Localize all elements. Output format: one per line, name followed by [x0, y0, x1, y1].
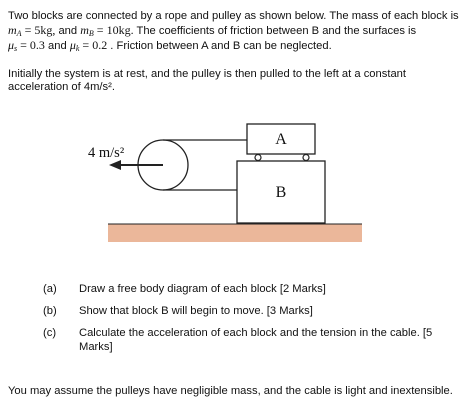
mass-b-symbol: m: [80, 23, 89, 37]
mass-a-value: = 5kg,: [21, 23, 56, 37]
mu-k-subscript: k: [75, 44, 80, 53]
friction-note: . Friction between A and B can be neglected.: [107, 40, 332, 52]
block-b-label: B: [275, 184, 287, 201]
acceleration-label: 4 m/s²: [88, 145, 125, 161]
ground-surface: [108, 224, 362, 242]
question-c-text: Calculate the acceleration of each block and the tension in the cable. [5 Marks]: [79, 327, 433, 353]
footer-note: You may assume the pulleys have negligible mass, and the cable is light and inextensible.: [8, 385, 453, 397]
mass-a-subscript: A: [16, 29, 22, 38]
question-b-number: (b): [43, 305, 57, 317]
block-a-label: A: [275, 131, 287, 148]
intro-line-1: Two blocks are connected by a rope and pulley as shown below. The mass of each block is: [8, 10, 459, 22]
mass-b-subscript: B: [88, 29, 94, 38]
mass-b-value: = 10kg.: [93, 23, 134, 37]
wheel-right: [303, 155, 309, 161]
mu-k-value: = 0.2: [79, 38, 108, 52]
wheel-left: [255, 155, 261, 161]
question-c-number: (c): [43, 327, 57, 339]
mu-s-subscript: s: [14, 44, 18, 53]
coefficients-text: The coefficients of friction between B and the surfaces is: [133, 25, 417, 37]
acceleration-arrowhead: [109, 160, 121, 170]
question-a-number: (a): [43, 283, 57, 295]
mu-k-symbol: μ: [69, 38, 76, 52]
mass-a-symbol: m: [8, 23, 17, 37]
question-a-text: Draw a free body diagram of each block [2 Marks]: [79, 283, 326, 295]
mu-s-symbol: μ: [8, 38, 15, 52]
and-text-2: and: [44, 40, 70, 52]
mu-s-value: = 0.3: [17, 38, 45, 52]
setup-line-1: Initially the system is at rest, and the pulley is then pulled to the left at a constant: [8, 68, 406, 80]
question-b-text: Show that block B will begin to move. [3 Marks]: [79, 305, 313, 317]
setup-line-2: acceleration of 4m/s².: [8, 81, 115, 93]
and-text-1: and: [55, 25, 81, 37]
